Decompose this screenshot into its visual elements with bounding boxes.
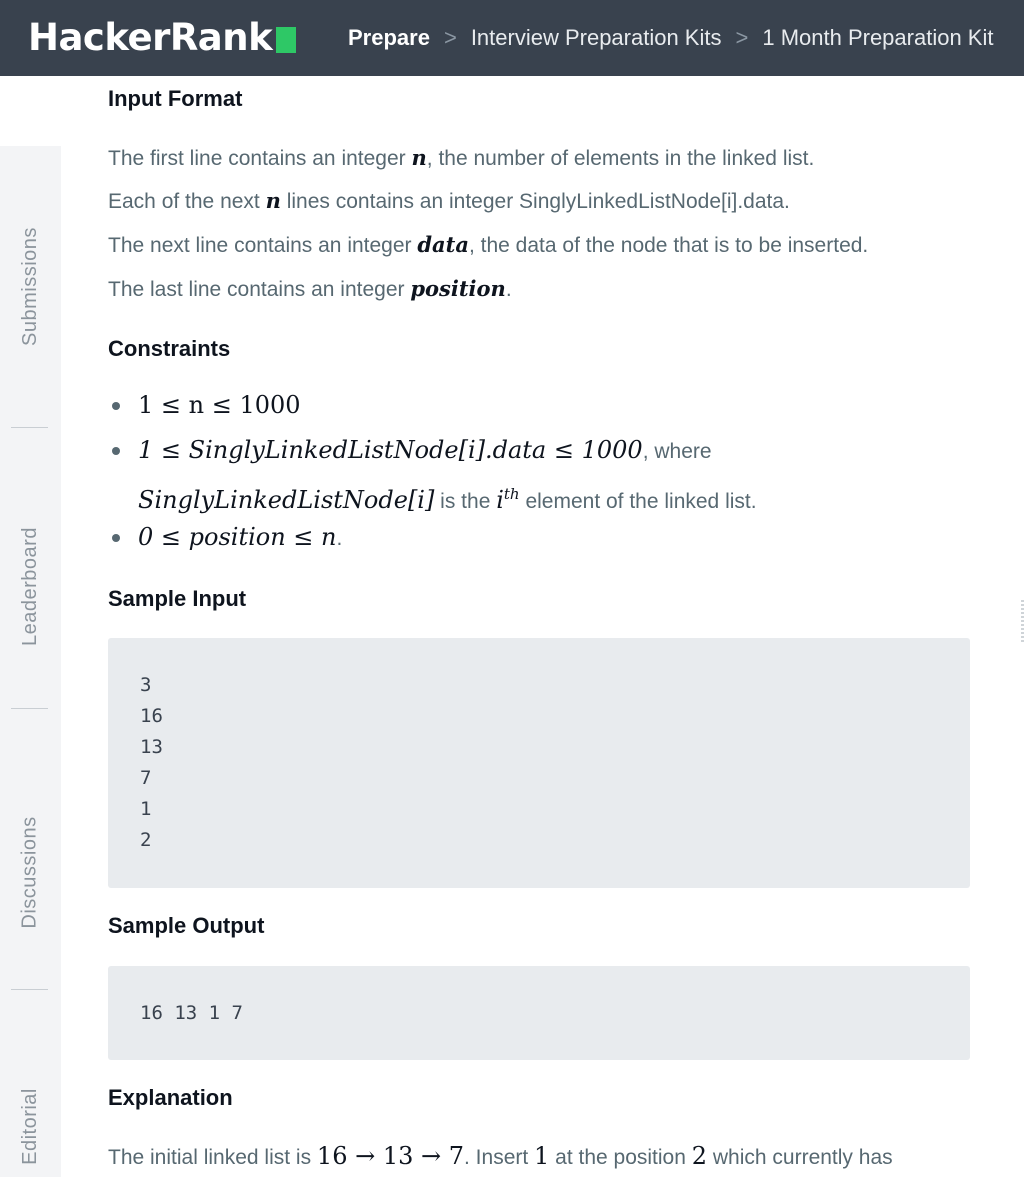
side-tab-rail <box>0 146 61 1177</box>
breadcrumb-chevron-icon: > <box>735 25 749 50</box>
text: . <box>505 278 512 301</box>
input-format-heading: Input Format <box>108 86 243 111</box>
tab-submissions[interactable] <box>0 186 61 386</box>
math-var: n <box>265 188 281 213</box>
bullet-dot <box>112 402 120 410</box>
constraint-2-continued <box>138 477 757 519</box>
text: lines contains an integer SinglyLinkedListNode[i].data. <box>280 190 790 213</box>
sample-output-heading: Sample Output <box>108 913 265 938</box>
breadcrumb <box>348 22 993 54</box>
text: The initial linked list is <box>108 1146 317 1169</box>
text: The first line contains an integer <box>108 147 412 170</box>
tab-editorial-label: Editorial <box>19 1087 42 1165</box>
sample-input-codebox <box>108 638 970 888</box>
code-line: 13 <box>140 736 163 758</box>
math-var: data <box>417 232 469 257</box>
tab-discussions[interactable] <box>0 772 61 972</box>
breadcrumb-prepare[interactable]: Prepare <box>348 25 430 50</box>
text: . <box>336 527 343 550</box>
math-var: position <box>410 276 506 301</box>
tab-editorial[interactable] <box>0 1076 61 1176</box>
code-line: 16 <box>140 705 163 727</box>
constraint-1 <box>138 388 301 423</box>
tab-leaderboard[interactable] <box>0 486 61 686</box>
math-value: 1 <box>534 1142 550 1170</box>
text: Each of the next <box>108 190 266 213</box>
math-expression: 1 ≤ n ≤ 1000 <box>138 391 301 419</box>
tab-discussions-label: Discussions <box>19 815 42 929</box>
constraint-3 <box>138 520 342 556</box>
breadcrumb-chevron-icon: > <box>443 25 457 50</box>
sample-input-heading: Sample Input <box>108 586 247 611</box>
code-line: 1 <box>140 798 152 820</box>
top-nav-bar <box>0 0 1024 76</box>
math-var: i <box>496 486 504 514</box>
logo-green-block <box>276 27 296 53</box>
tab-divider <box>11 708 48 709</box>
text: at the position <box>549 1146 692 1169</box>
breadcrumb-one-month-kit[interactable]: 1 Month Preparation Kit <box>762 25 994 50</box>
text: is the <box>434 490 497 513</box>
bullet-dot <box>112 534 120 542</box>
math-expression: 0 ≤ position ≤ n <box>138 523 337 551</box>
text: . Insert <box>464 1146 535 1169</box>
input-format-line-1 <box>108 143 814 174</box>
input-format-line-4 <box>108 274 512 305</box>
math-value: 2 <box>691 1142 708 1170</box>
math-expression: 1 ≤ SinglyLinkedListNode[i].data ≤ 1000 <box>138 436 643 464</box>
explanation-heading: Explanation <box>108 1085 233 1110</box>
text: The last line contains an integer <box>108 278 411 301</box>
tab-submissions-label: Submissions <box>19 226 42 346</box>
input-format-line-2 <box>108 186 790 217</box>
explanation-text <box>108 1141 893 1173</box>
math-expression: SinglyLinkedListNode[i] <box>138 486 435 514</box>
tab-divider <box>11 989 48 990</box>
bullet-dot <box>112 447 120 455</box>
text: , the number of elements in the linked list. <box>426 147 815 170</box>
math-superscript: th <box>503 485 520 503</box>
input-format-line-3 <box>108 230 868 261</box>
tab-leaderboard-label: Leaderboard <box>19 526 41 646</box>
code-line: 2 <box>140 829 152 851</box>
code-line: 3 <box>140 674 152 696</box>
code-line: 7 <box>140 767 152 789</box>
breadcrumb-interview-kits[interactable]: Interview Preparation Kits <box>470 25 722 50</box>
logo-text: HackerRank <box>28 16 273 59</box>
text: The next line contains an integer <box>108 234 418 257</box>
text: , the data of the node that is to be inserted. <box>468 234 869 257</box>
code-line: 16 13 1 7 <box>140 1002 243 1024</box>
math-expression: 16 → 13 → 7 <box>316 1142 465 1170</box>
text: which currently has <box>707 1146 893 1169</box>
constraints-heading: Constraints <box>108 336 231 361</box>
constraint-2 <box>138 433 712 469</box>
math-var: n <box>411 145 427 170</box>
tab-divider <box>11 427 48 428</box>
sample-output-codebox <box>108 966 970 1060</box>
text: , where <box>642 440 712 463</box>
text: element of the linked list. <box>519 490 757 513</box>
hackerrank-logo[interactable] <box>28 14 296 62</box>
